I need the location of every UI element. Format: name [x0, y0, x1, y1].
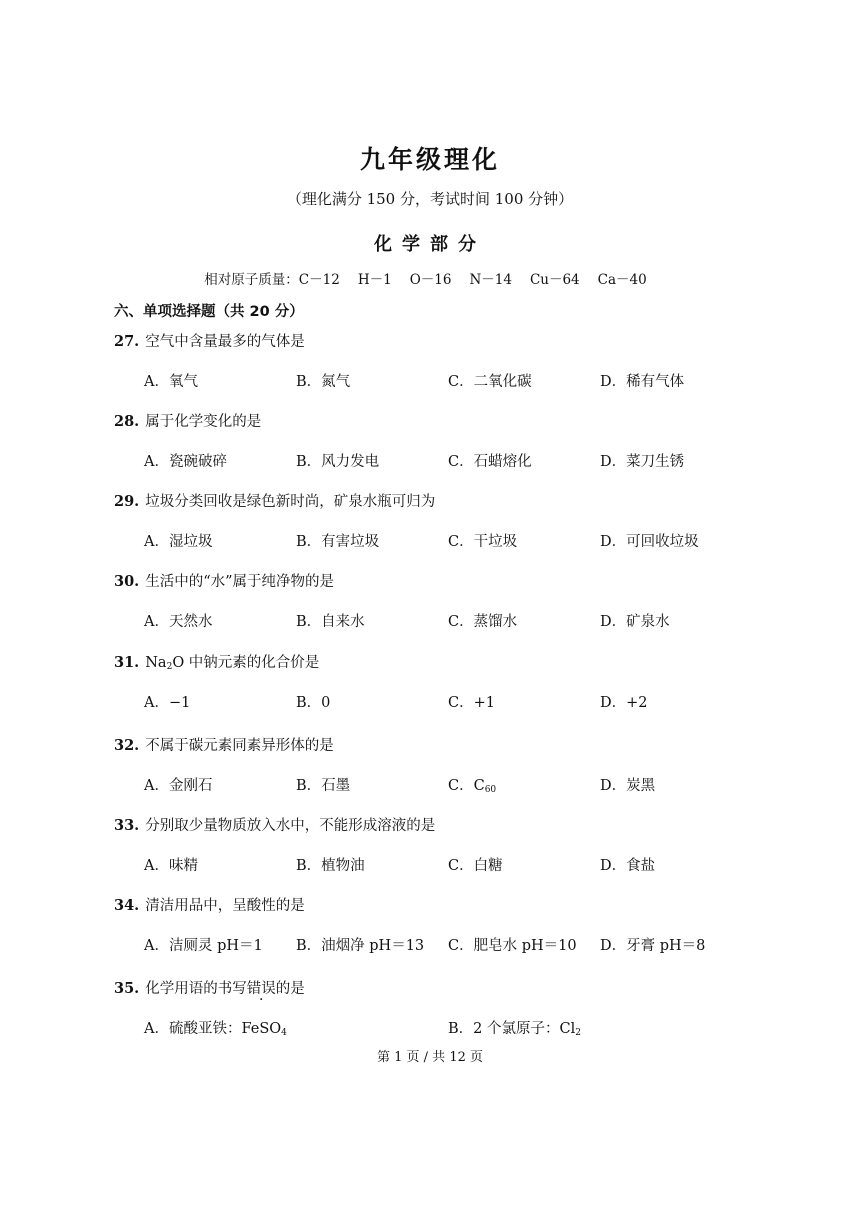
question-31 — [114, 651, 319, 672]
option-c: C．蒸馏水 — [448, 614, 518, 630]
question-stem: 属于化学变化的是 — [145, 414, 262, 430]
option-a: A．味精 — [144, 858, 198, 874]
option-c: C．干垃圾 — [448, 534, 518, 550]
exam-info: （理化满分 150 分，考试时间 100 分钟） — [286, 190, 574, 208]
question-28 — [114, 410, 261, 431]
option-a: A．瓷碗破碎 — [144, 454, 227, 470]
question-stem: 清洁用品中，呈酸性的是 — [145, 898, 305, 914]
question-stem: 垃圾分类回收是绿色新时尚，矿泉水瓶可归为 — [145, 494, 436, 510]
formula-subscript: 2 — [166, 662, 173, 672]
question-27 — [114, 330, 305, 351]
option-b: B．油烟净 pH＝13 — [296, 938, 425, 954]
formula-subscript: 4 — [281, 1028, 287, 1038]
question-35 — [114, 977, 305, 998]
atomic-masses — [0, 268, 860, 288]
option-b — [448, 1017, 581, 1038]
option-c: C．肥皂水 pH＝10 — [448, 938, 577, 954]
atomic-mass: Cu－64 — [529, 272, 580, 288]
question-30 — [114, 570, 334, 591]
option-c: C．白糖 — [448, 858, 503, 874]
option-c: C．石蜡熔化 — [448, 454, 532, 470]
option-c — [448, 774, 496, 795]
option-b: B．植物油 — [296, 858, 365, 874]
option-d: D．可回收垃圾 — [600, 534, 699, 550]
option-c-text: C．C — [448, 778, 485, 794]
option-b: B．0 — [296, 695, 331, 711]
question-number: 34. — [114, 897, 140, 914]
atomic-mass: O－16 — [409, 272, 452, 288]
option-b: B．石墨 — [296, 778, 351, 794]
question-number: 28. — [114, 413, 140, 430]
question-number: 30. — [114, 573, 140, 590]
question-number: 35. — [114, 980, 140, 997]
option-d: D．炭黑 — [600, 778, 656, 794]
formula-subscript: 2 — [575, 1028, 581, 1038]
option-a-text: A．硫酸亚铁：FeSO — [144, 1021, 282, 1037]
question-number: 32. — [114, 737, 140, 754]
question-stem-end: 的是 — [275, 981, 305, 997]
option-d: D．+2 — [600, 695, 648, 711]
option-a: A．氧气 — [144, 374, 198, 390]
emphasized-word: 错误 — [246, 981, 276, 997]
question-29 — [114, 490, 435, 511]
option-a: A．金刚石 — [144, 778, 213, 794]
option-a — [144, 1017, 287, 1038]
atomic-mass: C－12 — [298, 272, 340, 288]
atomic-mass: N－14 — [469, 272, 512, 288]
page-title: 九年级理化 — [359, 145, 500, 174]
question-32 — [114, 734, 334, 755]
option-b: B．有害垃圾 — [296, 534, 380, 550]
question-33 — [114, 814, 435, 835]
question-number: 33. — [114, 817, 140, 834]
option-d: D．菜刀生锈 — [600, 454, 685, 470]
option-d: D．食盐 — [600, 858, 656, 874]
question-stem: 分别取少量物质放入水中，不能形成溶液的是 — [145, 818, 436, 834]
option-a: A．天然水 — [144, 614, 213, 630]
formula-element: Na — [145, 655, 167, 671]
page-footer: 第 1 页 / 共 12 页 — [377, 1050, 483, 1065]
option-b: B．氮气 — [296, 374, 351, 390]
option-c: C．二氧化碳 — [448, 374, 532, 390]
option-a: A．湿垃圾 — [144, 534, 213, 550]
question-number: 29. — [114, 493, 140, 510]
question-stem: 生活中的“水”属于纯净物的是 — [145, 574, 335, 590]
formula-subscript: 60 — [484, 785, 497, 795]
option-d: D．矿泉水 — [600, 614, 670, 630]
question-stem: 不属于碳元素同素异形体的是 — [145, 738, 334, 754]
question-stem: 化学用语的书写 — [145, 981, 247, 997]
option-a: A．−1 — [144, 695, 191, 711]
option-c: C．+1 — [448, 695, 495, 711]
atomic-mass: H－1 — [357, 272, 392, 288]
option-a: A．洁厕灵 pH＝1 — [144, 938, 263, 954]
atomic-masses-label: 相对原子质量： — [204, 272, 299, 288]
question-number: 27. — [114, 333, 140, 350]
question-stem: 空气中含量最多的气体是 — [145, 334, 305, 350]
option-b: B．自来水 — [296, 614, 365, 630]
part-heading: 六、单项选择题（共 20 分） — [114, 304, 304, 320]
atomic-mass: Ca－40 — [597, 272, 647, 288]
question-34 — [114, 894, 305, 915]
question-stem: O 中钠元素的化合价是 — [172, 655, 320, 671]
question-number: 31. — [114, 654, 140, 671]
option-b-text: B．2 个氯原子：Cl — [448, 1021, 576, 1037]
option-b: B．风力发电 — [296, 454, 380, 470]
option-d: D．牙膏 pH＝8 — [600, 938, 706, 954]
section-title: 化学部分 — [374, 234, 486, 255]
option-d: D．稀有气体 — [600, 374, 685, 390]
